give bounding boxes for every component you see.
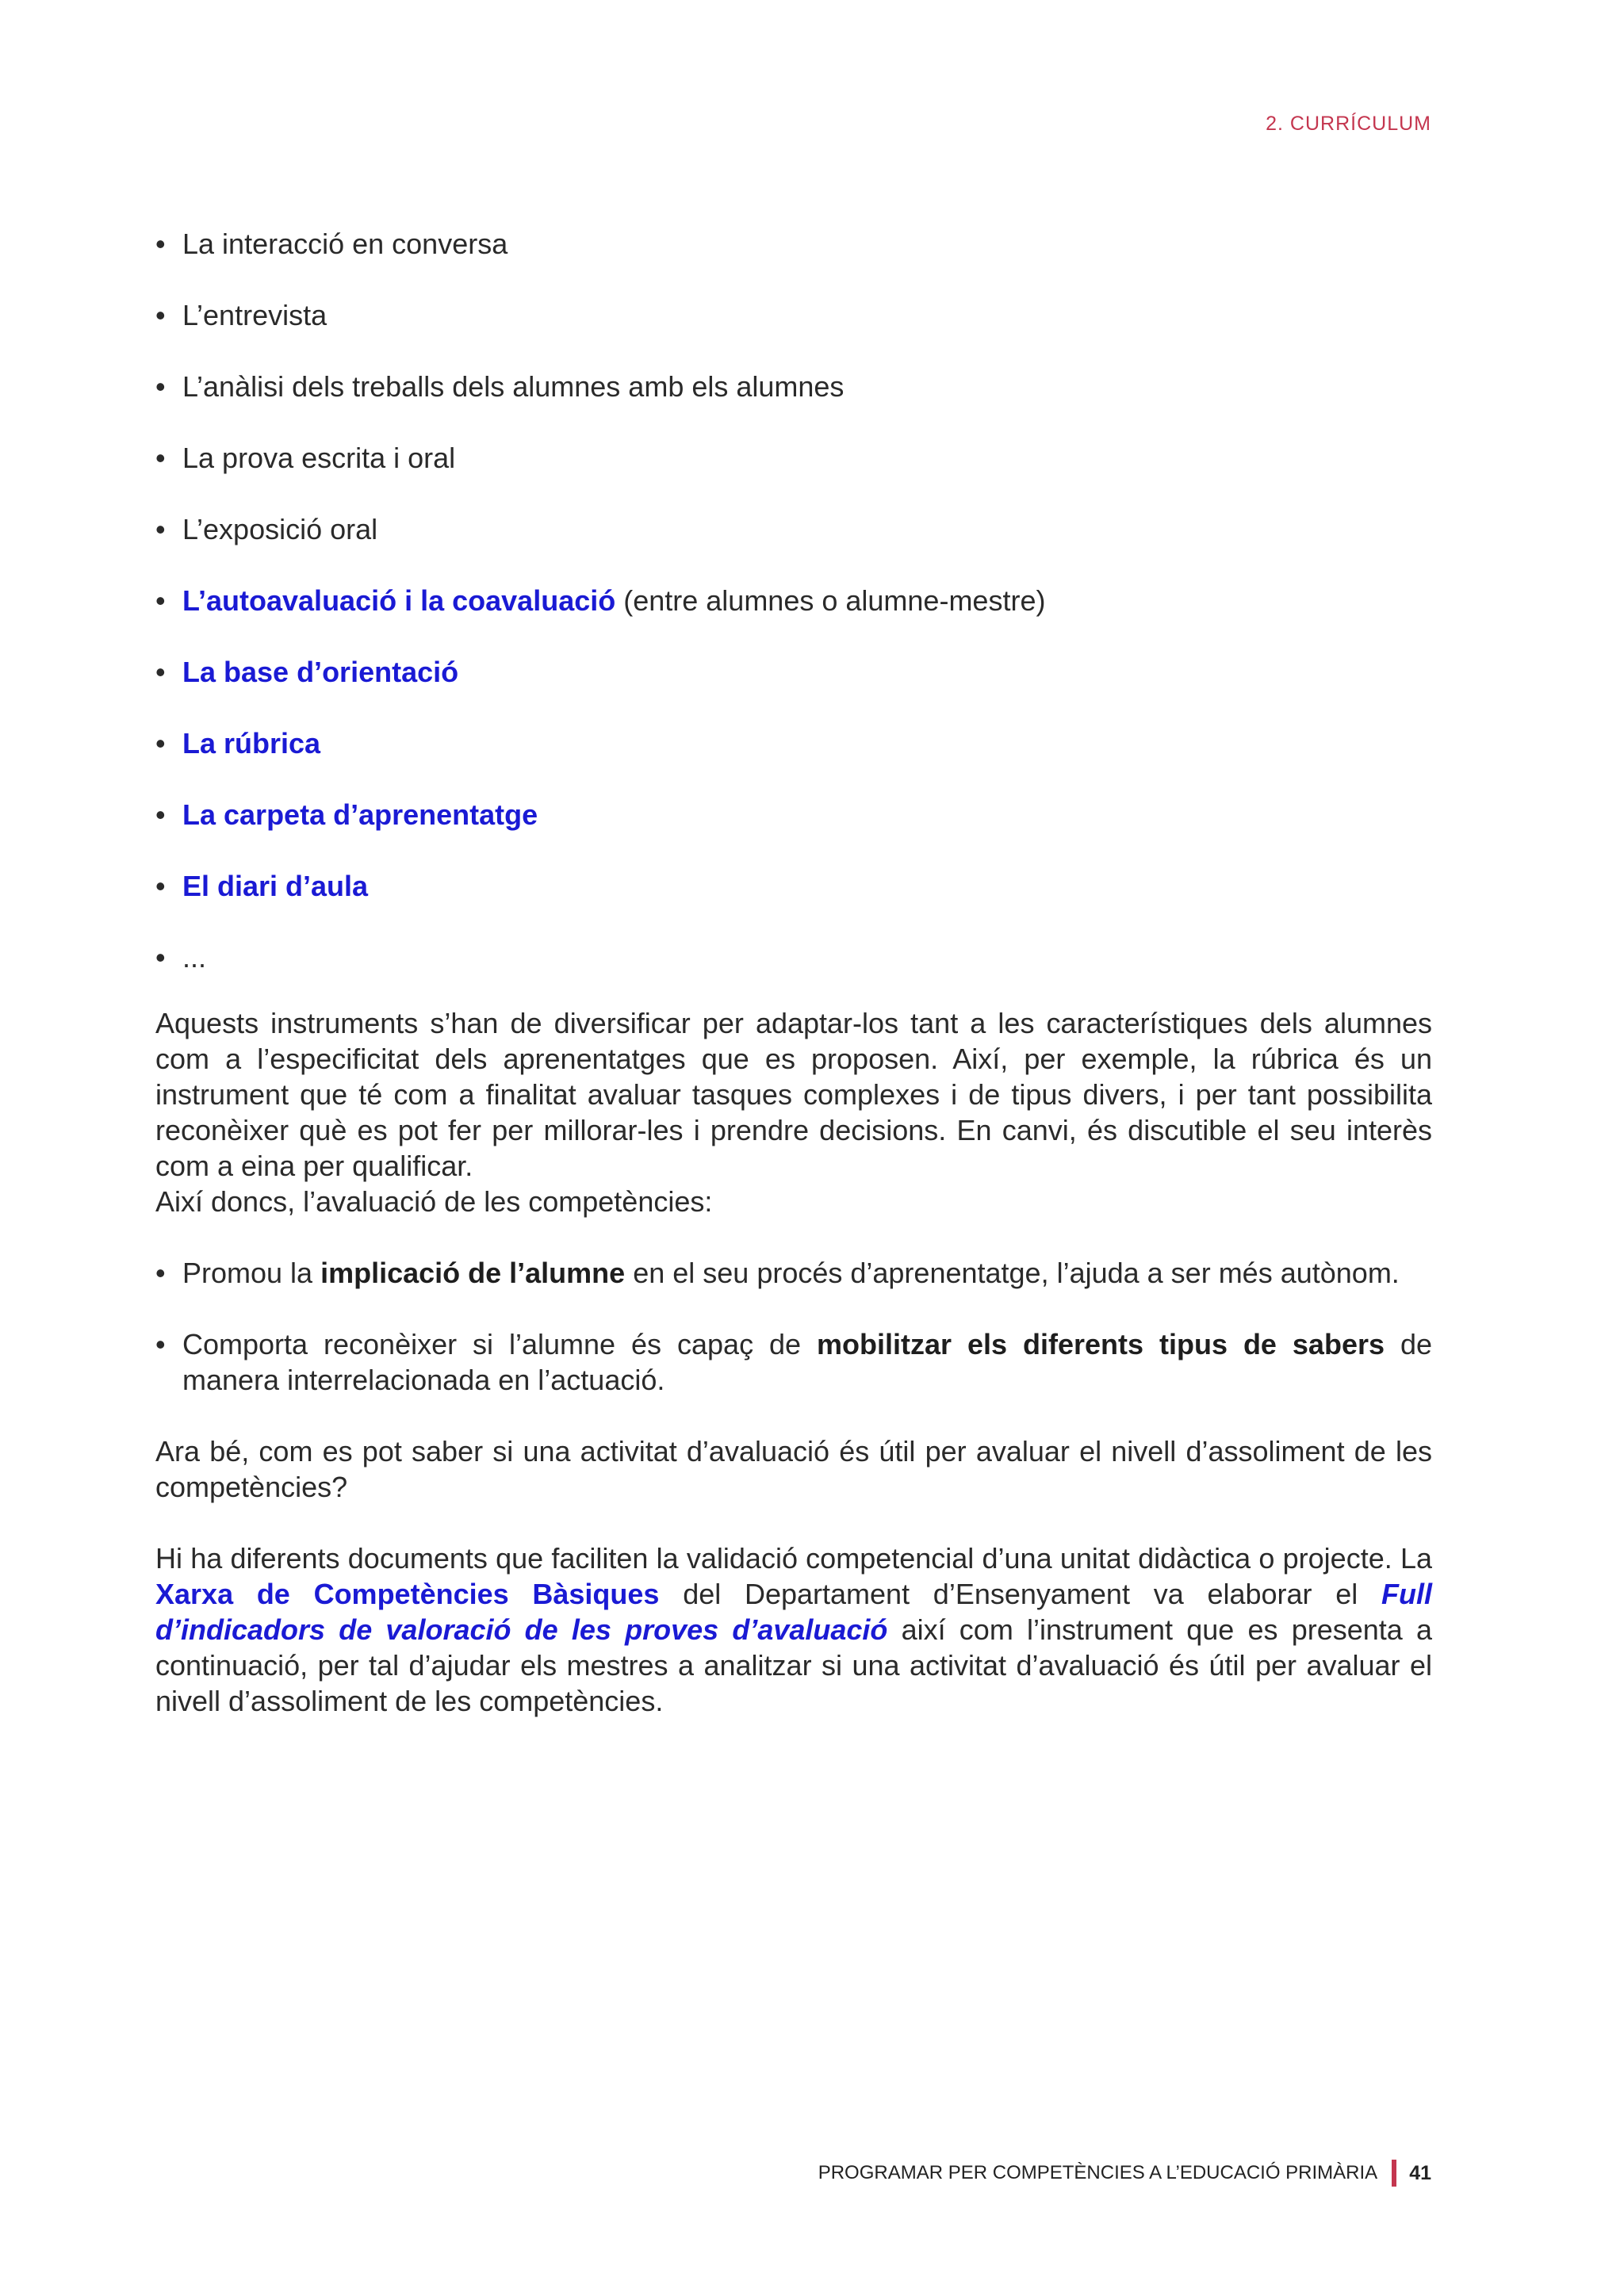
bullet-icon: •: [155, 513, 166, 545]
base-orientacio-link[interactable]: La base d’orientació: [182, 656, 459, 688]
autoavaluacio-link[interactable]: L’autoavaluació i la coavaluació: [182, 584, 616, 617]
footer-title: PROGRAMAR PER COMPETÈNCIES A L’EDUCACIÓ PRIMÀRIA: [818, 2162, 1378, 2183]
list-item: • La prova escrita i oral: [155, 442, 456, 474]
bullet-icon: •: [155, 584, 166, 617]
page-footer: [818, 2160, 1431, 2187]
diari-aula-link[interactable]: El diari d’aula: [182, 870, 369, 902]
competencies-list: [155, 1255, 1432, 1398]
list-item: [155, 654, 1432, 725]
bullet-icon: •: [155, 941, 166, 974]
list-item: • La interacció en conversa: [155, 228, 508, 260]
list-item: [155, 868, 1432, 939]
bullet-icon: •: [155, 798, 166, 831]
bullet-icon: •: [155, 1328, 166, 1360]
paragraph-documents: Hi ha diferents documents que faciliten la validació competencial d’una unitat didàctica o projecte. La Xarxa de Competències Bàsiques del Departament d’Ensenyament va elaborar el Full d’indicadors de valoració de les proves d’avaluació així com l’instrument que es presenta a continuació, per tal d’ajudar els mestres a analitzar si una activitat d’avaluació és útil per avaluar el nivell d’assoliment de les competències.: [155, 1542, 1433, 1717]
bullet-icon: •: [155, 1257, 166, 1289]
running-header: 2. CURRÍCULUM: [1266, 113, 1431, 135]
list-item: • L’autoavaluació i la coavaluació (entre alumnes o alumne-mestre): [155, 584, 1046, 617]
bullet-icon: •: [155, 656, 166, 688]
page-number: 41: [1409, 2161, 1431, 2184]
list-item: • Promou la implicació de l’alumne en el seu procés d’aprenentatge, l’ajuda a ser més autònom.: [155, 1257, 1400, 1289]
bullet-icon: •: [155, 299, 166, 331]
list-item: • Comporta reconèixer si l’alumne és capaç de mobilitzar els diferents tipus de sabers de manera interrelacionada en l’actuació.: [155, 1328, 1432, 1396]
bullet-icon: •: [155, 870, 166, 902]
xarxa-competencies-link[interactable]: Xarxa de Competències Bàsiques: [155, 1578, 660, 1610]
list-item: • L’entrevista: [155, 299, 327, 331]
list-item: [155, 725, 1432, 797]
footer-divider: [1392, 2160, 1396, 2187]
bullet-icon: •: [155, 228, 166, 260]
instruments-list: [155, 226, 1432, 1011]
list-item: • ...: [155, 941, 207, 974]
list-item: • L’anàlisi dels treballs dels alumnes amb els alumnes: [155, 370, 845, 403]
paragraph-question: Ara bé, com es pot saber si una activitat d’avaluació és útil per avaluar el nivell d’assoliment de les competències?: [155, 1435, 1432, 1503]
carpeta-aprenentatge-link[interactable]: La carpeta d’aprenentatge: [182, 798, 538, 831]
list-item: [155, 797, 1432, 868]
bullet-icon: •: [155, 442, 166, 474]
list-item: • L’exposició oral: [155, 513, 378, 545]
paragraph-instruments: Aquests instruments s’han de diversificar per adaptar-los tant a les característiques dels alumnes com a l’especificitat dels aprenentatges que es proposen. Així, per exemple, la rúbrica és un instrument que té com a finalitat avaluar tasques complexes i de tipus divers, i per tant possibilita reconèixer què es pot fer per millorar-les i prendre decisions. En canvi, és discutible el seu interès com a eina per qualificar.: [155, 1007, 1432, 1182]
paragraph-intro-competencies: Així doncs, l’avaluació de les competències:: [155, 1185, 713, 1218]
full-indicadors-link[interactable]: Full d’indicadors de valoració de les proves d’avaluació: [155, 1578, 1433, 1646]
bullet-icon: •: [155, 727, 166, 760]
rubrica-link[interactable]: La rúbrica: [182, 727, 321, 760]
bullet-icon: •: [155, 370, 166, 403]
